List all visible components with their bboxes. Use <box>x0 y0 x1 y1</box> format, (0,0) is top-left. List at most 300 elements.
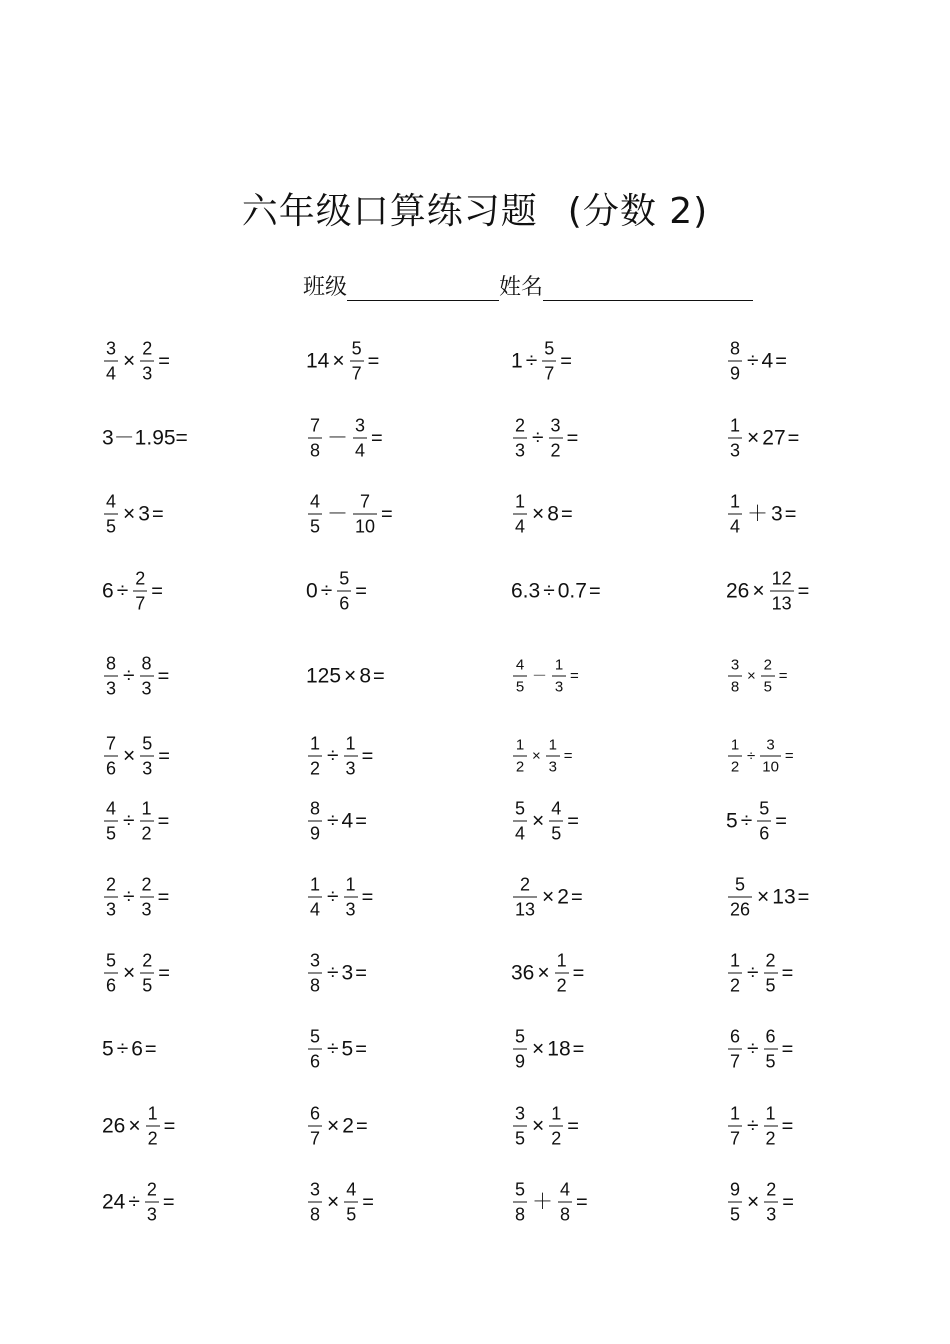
fraction <box>140 800 154 843</box>
operator-sign: ÷ <box>320 579 333 603</box>
fraction-denominator: 2 <box>730 975 741 996</box>
fraction-numerator: 2 <box>141 874 152 895</box>
problem-item[interactable] <box>726 658 788 695</box>
equals-sign: = <box>781 1115 794 1137</box>
fraction-numerator: 2 <box>763 656 772 674</box>
name-blank[interactable] <box>543 274 753 301</box>
problem-item[interactable] <box>511 738 573 775</box>
fraction-numerator: 5 <box>142 733 153 754</box>
operator-sign: × <box>532 1114 545 1138</box>
fraction-numerator: 1 <box>554 656 564 674</box>
equals-sign: = <box>158 350 170 372</box>
fraction-denominator: 2 <box>310 758 321 779</box>
equals-sign: = <box>797 580 810 602</box>
fraction-numerator: 4 <box>346 1179 357 1200</box>
fraction-denominator: 6 <box>106 758 117 779</box>
fraction-denominator: 3 <box>730 440 741 461</box>
operator-sign: ÷ <box>747 961 759 985</box>
operator-sign: － <box>532 667 548 685</box>
fraction-denominator: 9 <box>310 823 321 844</box>
fraction-denominator: 3 <box>106 678 117 699</box>
fraction <box>353 417 367 460</box>
fraction-denominator: 2 <box>141 823 152 844</box>
fraction-numerator: 4 <box>551 798 562 819</box>
fraction-denominator: 6 <box>310 1051 321 1072</box>
operator-sign: × <box>123 502 136 526</box>
fraction-numerator: 1 <box>141 798 152 819</box>
fraction <box>308 1181 322 1224</box>
problem-item[interactable] <box>102 493 164 536</box>
fraction <box>308 493 322 536</box>
fraction-numerator: 2 <box>135 568 146 589</box>
operator-sign: ÷ <box>327 809 339 833</box>
fraction <box>728 1028 742 1071</box>
equals-sign: = <box>566 427 579 449</box>
fraction-numerator: 6 <box>310 1103 321 1124</box>
fraction-denominator: 3 <box>345 899 356 920</box>
operator-sign: × <box>327 1190 340 1214</box>
fraction-denominator: 4 <box>355 440 366 461</box>
fraction <box>546 738 560 775</box>
fraction <box>552 658 566 695</box>
operator-sign: ＋ <box>532 1190 554 1214</box>
operator-sign: ÷ <box>747 1037 759 1061</box>
fraction <box>337 570 351 613</box>
problem-item[interactable] <box>511 581 601 602</box>
problem-item[interactable] <box>306 1105 368 1148</box>
fraction <box>513 417 527 460</box>
fraction-numerator: 1 <box>730 1103 741 1124</box>
fraction-numerator: 2 <box>142 950 153 971</box>
problem-item[interactable] <box>511 493 573 536</box>
fraction <box>140 655 154 698</box>
problem-item[interactable] <box>511 1105 579 1148</box>
operator-sign: × <box>123 349 136 373</box>
fraction-denominator: 2 <box>730 758 740 776</box>
fraction-numerator: 5 <box>339 568 350 589</box>
fraction-numerator: 5 <box>759 798 770 819</box>
equals-sign: = <box>567 1115 579 1137</box>
problem-item[interactable] <box>511 1028 584 1071</box>
fraction-denominator: 8 <box>310 1204 321 1225</box>
fraction-numerator: 1 <box>310 874 321 895</box>
problem-item[interactable] <box>306 570 367 613</box>
number-text: 3－1.95= <box>102 426 188 450</box>
operator-sign: ÷ <box>327 885 339 909</box>
fraction-numerator: 1 <box>765 1103 776 1124</box>
problem-item[interactable] <box>102 800 169 843</box>
fraction-denominator: 7 <box>351 363 362 384</box>
fraction <box>140 952 154 995</box>
fraction-numerator: 6 <box>765 1026 776 1047</box>
operator-sign: ÷ <box>327 961 339 985</box>
operator-sign: ÷ <box>123 885 135 909</box>
operator-sign: × <box>747 426 760 450</box>
fraction-numerator: 7 <box>360 491 371 512</box>
fraction-numerator: 1 <box>730 415 741 436</box>
fraction-denominator: 4 <box>310 899 321 920</box>
problem-item[interactable] <box>102 876 169 919</box>
operator-sign: ÷ <box>740 809 753 833</box>
fraction-numerator: 4 <box>560 1179 571 1200</box>
operator-sign: ÷ <box>525 349 538 373</box>
equals-sign: = <box>163 1115 176 1137</box>
problem-item[interactable] <box>511 340 572 383</box>
fraction-denominator: 2 <box>147 1128 158 1149</box>
fraction <box>513 876 537 919</box>
fraction-denominator: 6 <box>339 593 350 614</box>
fraction <box>308 417 322 460</box>
fraction <box>728 738 742 775</box>
problem-item[interactable] <box>726 493 796 536</box>
fraction-denominator: 8 <box>730 678 740 696</box>
fraction <box>104 493 118 536</box>
problem-item[interactable] <box>102 570 163 613</box>
fraction-numerator: 4 <box>310 491 321 512</box>
equals-sign: = <box>572 962 585 984</box>
fraction <box>549 1105 563 1148</box>
fraction-denominator: 5 <box>346 1204 357 1225</box>
fraction <box>104 800 118 843</box>
number-text: 36 <box>511 961 535 985</box>
fraction-numerator: 1 <box>730 491 741 512</box>
equals-sign: = <box>560 503 573 525</box>
fraction-numerator: 5 <box>544 338 555 359</box>
problem-item[interactable] <box>726 1105 793 1148</box>
fraction <box>353 493 377 536</box>
fraction <box>104 655 118 698</box>
fraction-denominator: 3 <box>146 1204 157 1225</box>
fraction-denominator: 8 <box>560 1204 571 1225</box>
problem-item[interactable] <box>726 417 799 460</box>
fraction-numerator: 1 <box>515 491 526 512</box>
number-text: 6 <box>131 1037 143 1061</box>
fraction-denominator: 7 <box>544 363 555 384</box>
fraction-denominator: 5 <box>730 1204 741 1225</box>
fraction-numerator: 3 <box>355 415 366 436</box>
fraction-denominator: 3 <box>515 440 526 461</box>
fraction <box>761 658 775 695</box>
number-text: 5 <box>726 809 738 833</box>
fraction-numerator: 1 <box>147 1103 158 1124</box>
number-text: 1 <box>511 349 523 373</box>
operator-sign: ÷ <box>747 349 759 373</box>
equals-sign: = <box>787 427 800 449</box>
fraction-numerator: 7 <box>310 415 321 436</box>
fraction-numerator: 8 <box>141 653 152 674</box>
fraction <box>104 340 118 383</box>
fraction-numerator: 2 <box>106 874 117 895</box>
problem-item[interactable] <box>306 340 379 383</box>
fraction <box>513 800 527 843</box>
title-subtitle: (分数 2) <box>567 191 709 232</box>
fraction-denominator: 3 <box>141 899 152 920</box>
fraction-denominator: 8 <box>310 440 321 461</box>
fraction <box>513 493 527 536</box>
problem-item[interactable] <box>102 655 169 698</box>
fraction-numerator: 2 <box>766 1179 777 1200</box>
fraction-denominator: 5 <box>515 1128 526 1149</box>
number-text: 3 <box>138 502 150 526</box>
equals-sign: = <box>778 667 788 685</box>
problem-item[interactable] <box>102 735 170 778</box>
problem-item[interactable] <box>306 417 383 460</box>
class-label: 班级 <box>303 275 348 300</box>
equals-sign: = <box>570 886 583 908</box>
operator-sign: ÷ <box>327 744 339 768</box>
equals-sign: = <box>381 503 393 525</box>
problem-item[interactable] <box>102 1181 175 1224</box>
problem-item[interactable] <box>726 738 794 775</box>
problem-item[interactable] <box>102 1105 175 1148</box>
operator-sign: ÷ <box>123 809 135 833</box>
operator-sign: － <box>327 502 349 526</box>
equals-sign: = <box>563 747 573 765</box>
equals-sign: = <box>588 580 601 602</box>
fraction <box>308 1105 322 1148</box>
fraction-numerator: 3 <box>310 950 321 971</box>
fraction-denominator: 13 <box>515 899 536 920</box>
problem-item[interactable] <box>726 876 809 919</box>
fraction-numerator: 4 <box>106 798 117 819</box>
number-text: 2 <box>342 1114 354 1138</box>
fraction <box>757 800 771 843</box>
operator-sign: × <box>757 885 770 909</box>
fraction <box>513 1181 527 1224</box>
equals-sign: = <box>151 580 163 602</box>
fraction <box>308 735 322 778</box>
equals-sign: = <box>144 1038 157 1060</box>
problem-item[interactable] <box>306 1181 374 1224</box>
equals-sign: = <box>367 350 380 372</box>
fraction-numerator: 9 <box>730 1179 741 1200</box>
fraction-denominator: 2 <box>515 758 525 776</box>
name-label: 姓名 <box>499 275 544 300</box>
operator-sign: × <box>532 747 541 765</box>
fraction <box>558 1181 572 1224</box>
fraction-numerator: 5 <box>515 798 526 819</box>
problem-item[interactable] <box>306 493 393 536</box>
fraction-numerator: 1 <box>730 950 741 971</box>
fraction <box>728 1181 742 1224</box>
equals-sign: = <box>784 747 794 765</box>
fraction <box>140 876 154 919</box>
operator-sign: × <box>123 961 136 985</box>
fraction-denominator: 7 <box>730 1128 741 1149</box>
number-text: 0 <box>306 579 318 603</box>
problem-item[interactable] <box>511 800 579 843</box>
problem-item[interactable] <box>306 876 373 919</box>
fraction-numerator: 2 <box>520 874 531 895</box>
equals-sign: = <box>567 810 579 832</box>
fraction-numerator: 2 <box>142 338 153 359</box>
fraction <box>760 738 781 775</box>
fraction-denominator: 3 <box>554 678 564 696</box>
fraction-numerator: 8 <box>730 338 741 359</box>
number-text: 8 <box>359 664 371 688</box>
number-text: 27 <box>762 426 786 450</box>
equals-sign: = <box>355 580 367 602</box>
problem-item[interactable] <box>102 340 170 383</box>
equals-sign: = <box>781 1038 794 1060</box>
equals-sign: = <box>157 810 170 832</box>
fraction <box>308 952 322 995</box>
fraction-denominator: 7 <box>310 1128 321 1149</box>
fraction-numerator: 1 <box>345 733 356 754</box>
fraction-denominator: 4 <box>515 516 526 537</box>
problem-item[interactable] <box>511 876 583 919</box>
student-info <box>303 270 753 301</box>
fraction-numerator: 3 <box>310 1179 321 1200</box>
fraction-numerator: 8 <box>106 653 117 674</box>
number-text: 3 <box>341 961 354 985</box>
fraction <box>770 570 794 613</box>
fraction-numerator: 2 <box>515 415 526 436</box>
number-text: 5 <box>341 1037 354 1061</box>
operator-sign: × <box>128 1114 141 1138</box>
operator-sign: ÷ <box>123 664 135 688</box>
equals-sign: = <box>158 962 170 984</box>
number-text: 24 <box>102 1190 126 1214</box>
fraction-numerator: 3 <box>515 1103 526 1124</box>
problem-item[interactable] <box>726 1028 793 1071</box>
equals-sign: = <box>570 667 579 685</box>
problem-item[interactable] <box>511 658 579 695</box>
problem-item[interactable] <box>306 1028 367 1071</box>
operator-sign: ÷ <box>327 1037 339 1061</box>
fraction-numerator: 8 <box>310 798 321 819</box>
fraction-denominator: 2 <box>551 1128 562 1149</box>
fraction <box>555 952 569 995</box>
fraction-numerator: 7 <box>106 733 117 754</box>
problem-item[interactable] <box>306 952 367 995</box>
fraction-denominator: 6 <box>759 823 770 844</box>
problem-item[interactable] <box>102 952 170 995</box>
fraction <box>308 1028 322 1071</box>
fraction-denominator: 2 <box>556 975 567 996</box>
equals-sign: = <box>151 503 164 525</box>
number-text: 18 <box>547 1037 571 1061</box>
fraction <box>764 1028 778 1071</box>
equals-sign: = <box>355 1038 367 1060</box>
number-text: 14 <box>306 349 330 373</box>
equals-sign: = <box>361 886 374 908</box>
fraction-denominator: 3 <box>142 758 153 779</box>
operator-sign: ＋ <box>747 502 769 526</box>
fraction <box>344 1181 358 1224</box>
equals-sign: = <box>371 427 383 449</box>
operator-sign: ÷ <box>116 579 129 603</box>
equals-sign: = <box>560 350 572 372</box>
fraction-denominator: 5 <box>765 1051 776 1072</box>
number-text: 2 <box>557 885 569 909</box>
operator-sign: × <box>747 1190 760 1214</box>
fraction-numerator: 1 <box>730 736 740 754</box>
fraction-numerator: 2 <box>146 1179 157 1200</box>
equals-sign: = <box>784 503 797 525</box>
fraction-numerator: 1 <box>345 874 356 895</box>
equals-sign: = <box>362 1191 374 1213</box>
fraction-denominator: 10 <box>355 516 376 537</box>
fraction-numerator: 6 <box>730 1026 741 1047</box>
problem-item[interactable] <box>726 1181 794 1224</box>
fraction <box>764 1105 778 1148</box>
equals-sign: = <box>775 810 787 832</box>
problem-item[interactable] <box>726 952 793 995</box>
operator-sign: × <box>542 885 555 909</box>
problem-item[interactable] <box>306 666 385 687</box>
fraction <box>140 735 154 778</box>
title-text: 六年级口算练习题 <box>241 191 538 232</box>
fraction <box>104 876 118 919</box>
problem-item[interactable] <box>306 735 373 778</box>
equals-sign: = <box>162 1191 175 1213</box>
page-title <box>0 183 950 234</box>
fraction-denominator: 5 <box>142 975 153 996</box>
number-text: 0.7 <box>557 579 587 603</box>
class-blank[interactable] <box>347 274 499 301</box>
fraction-denominator: 3 <box>548 758 557 776</box>
fraction <box>104 735 118 778</box>
operator-sign: × <box>123 744 136 768</box>
problem-item[interactable] <box>726 340 787 383</box>
fraction-denominator: 5 <box>763 678 772 696</box>
equals-sign: = <box>157 886 170 908</box>
fraction <box>344 876 358 919</box>
problem-item[interactable] <box>511 1181 588 1224</box>
operator-sign: × <box>327 1114 340 1138</box>
problem-item[interactable] <box>102 1039 157 1060</box>
problem-item[interactable] <box>102 428 188 449</box>
fraction-denominator: 3 <box>142 363 153 384</box>
problem-item[interactable] <box>306 800 367 843</box>
operator-sign: ÷ <box>747 747 756 765</box>
operator-sign: ÷ <box>747 1114 759 1138</box>
problem-item[interactable] <box>726 800 787 843</box>
fraction-numerator: 3 <box>106 338 117 359</box>
operator-sign: × <box>532 1037 545 1061</box>
number-text: 13 <box>772 885 796 909</box>
problem-item[interactable] <box>511 952 584 995</box>
fraction-numerator: 5 <box>735 874 746 895</box>
fraction-numerator: 5 <box>515 1026 526 1047</box>
problem-item[interactable] <box>511 417 578 460</box>
operator-sign: × <box>344 664 357 688</box>
fraction-numerator: 5 <box>106 950 117 971</box>
fraction-denominator: 6 <box>106 975 117 996</box>
number-text: 6 <box>102 579 114 603</box>
number-text: 125 <box>306 664 342 688</box>
fraction <box>764 952 778 995</box>
fraction <box>513 738 527 775</box>
operator-sign: × <box>332 349 345 373</box>
equals-sign: = <box>355 1115 368 1137</box>
fraction-denominator: 5 <box>310 516 321 537</box>
fraction-denominator: 3 <box>106 899 117 920</box>
equals-sign: = <box>797 886 810 908</box>
fraction <box>728 876 752 919</box>
fraction-denominator: 5 <box>765 975 776 996</box>
fraction-denominator: 7 <box>730 1051 741 1072</box>
fraction-denominator: 10 <box>762 758 779 776</box>
problem-item[interactable] <box>726 570 809 613</box>
fraction <box>513 1105 527 1148</box>
fraction <box>549 800 563 843</box>
operator-sign: × <box>752 579 765 603</box>
fraction-numerator: 4 <box>106 491 117 512</box>
fraction-numerator: 1 <box>310 733 321 754</box>
operator-sign: × <box>532 502 545 526</box>
